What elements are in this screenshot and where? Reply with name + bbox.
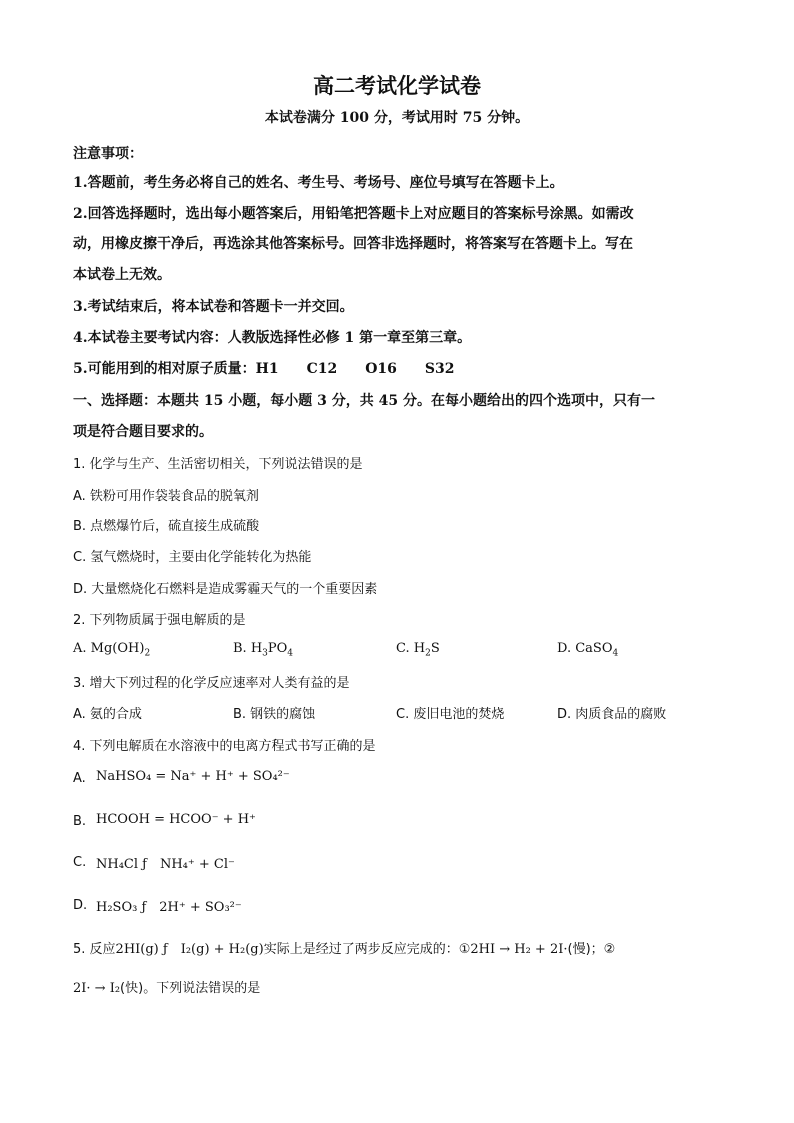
q4-option-a-label: A. [73, 771, 86, 786]
q1-option-a: A. 铁粉可用作袋装食品的脱氧剂 [73, 489, 259, 504]
q2-option-c: C. $H_2S$ [396, 641, 440, 659]
notice-item-3: 3.考试结束后，将本试卷和答题卡一并交回。 [73, 299, 354, 315]
q4-option-c-label: C. [73, 855, 87, 870]
q3-option-b: B. 钢铁的腐蚀 [233, 707, 316, 722]
q1-option-d: D. 大量燃烧化石燃料是造成雾霾天气的一个重要因素 [73, 582, 378, 597]
q1-option-b: B. 点燃爆竹后，硫直接生成硫酸 [73, 519, 260, 534]
q3-option-c: C. 废旧电池的焚烧 [396, 707, 505, 722]
q5-stem-line-1: 5. 反应2HI(g) ƒ I₂(g) + H₂(g)实际上是经过了两步反应完成的：①2HI → H₂ + 2I·(慢)；② [73, 942, 616, 957]
notice-item-2-cont: 动，用橡皮擦干净后，再选涂其他答案标号。回答非选择题时，将答案写在答题卡上。写在 [73, 236, 633, 252]
notice-item-1: 1.答题前，考生务必将自己的姓名、考生号、考场号、座位号填写在答题卡上。 [73, 175, 564, 191]
page-title: 高二考试化学试卷 [313, 73, 481, 98]
section-1-heading: 一、选择题：本题共 15 小题，每小题 3 分，共 45 分。在每小题给出的四个选项中，只有一 [73, 393, 655, 409]
notice-item-4: 4.本试卷主要考试内容：人教版选择性必修 1 第一章至第三章。 [73, 330, 472, 346]
notice-heading: 注意事项： [73, 146, 143, 162]
q2-option-d: D. CaSO$_4$ [557, 641, 619, 659]
q3-option-a: A. 氨的合成 [73, 707, 142, 722]
page-subtitle: 本试卷满分 100 分，考试用时 75 分钟。 [264, 110, 530, 126]
q3-stem: 3. 增大下列过程的化学反应速率对人类有益的是 [73, 676, 350, 691]
q3-option-d: D. 肉质食品的腐败 [557, 707, 667, 722]
q1-stem: 1. 化学与生产、生活密切相关，下列说法错误的是 [73, 457, 363, 472]
q4-option-d-equation: H₂SO₃ ƒ 2H⁺ + SO₃²⁻ [96, 900, 242, 915]
q4-option-d-label: D. [73, 898, 88, 913]
q2-option-a: A. $Mg(OH)_2$ [73, 641, 151, 659]
q2-option-b: B. $H_3PO_4$ [233, 641, 294, 659]
q4-option-b-label: B. [73, 814, 87, 829]
notice-item-2: 2.回答选择题时，选出每小题答案后，用铅笔把答题卡上对应题目的答案标号涂黑。如需改 [73, 206, 634, 222]
q4-option-c-equation: NH₄Cl ƒ NH₄⁺ + Cl⁻ [96, 857, 235, 872]
q4-option-b-equation: HCOOH = HCOO⁻ + H⁺ [96, 812, 256, 827]
notice-item-2-end: 本试卷上无效。 [73, 267, 171, 283]
q5-stem-line-2: 2I· → I₂(快)。下列说法错误的是 [73, 981, 261, 996]
q2-stem: 2. 下列物质属于强电解质的是 [73, 613, 246, 628]
notice-item-5: 5.可能用到的相对原子质量：H1 C12 O16 S32 [73, 361, 455, 377]
q1-option-c: C. 氢气燃烧时，主要由化学能转化为热能 [73, 550, 312, 565]
q4-option-a-equation: NaHSO₄ = Na⁺ + H⁺ + SO₄²⁻ [96, 769, 290, 784]
section-1-heading-cont: 项是符合题目要求的。 [73, 424, 213, 440]
q4-stem: 4. 下列电解质在水溶液中的电离方程式书写正确的是 [73, 739, 376, 754]
